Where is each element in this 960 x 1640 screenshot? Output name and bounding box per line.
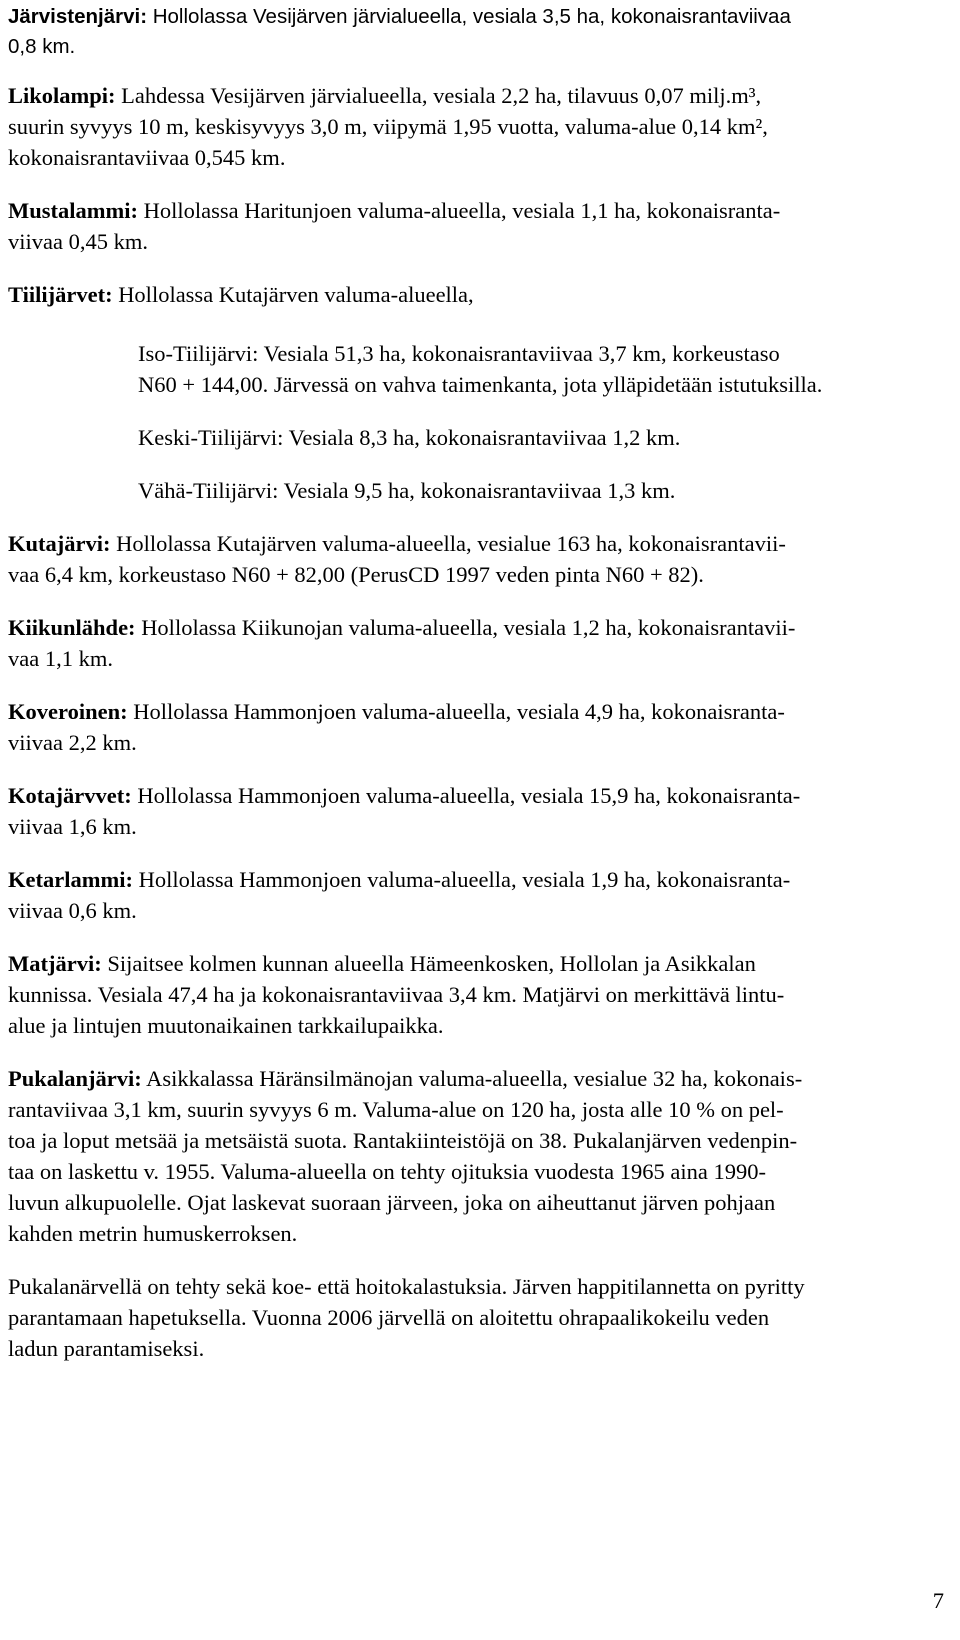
entry-pukalanjarvi (8, 1063, 952, 1249)
entry-kutajarvi (8, 528, 952, 590)
sub-vaha-tiilijarvi: Vähä-Tiilijärvi: Vesiala 9,5 ha, kokonaisrantaviivaa 1,3 km. (138, 478, 676, 503)
entry-term: Likolampi: (8, 83, 116, 108)
document-page (8, 0, 952, 1382)
entry-koveroinen (8, 696, 952, 758)
entry-text: Hollolassa Kiikunojan valuma-alueella, vesiala 1,2 ha, kokonaisrantavii- vaa 1,1 km. (8, 615, 796, 671)
entry-text: Hollolassa Hammonjoen valuma-alueella, vesiala 15,9 ha, kokonaisranta- viivaa 1,6 km. (8, 783, 801, 839)
entry-term: Kiikunlähde: (8, 615, 136, 640)
entry-mustalammi (8, 195, 952, 257)
entry-term: Matjärvi: (8, 951, 102, 976)
sub-iso-tiilijarvi: Iso-Tiilijärvi: Vesiala 51,3 ha, kokonaisrantaviivaa 3,7 km, korkeustaso N60 + 144,00. Järvessä on vahva taimenkanta, jota ylläpidetään istutuksilla. (138, 341, 823, 397)
entry-kiikunlahde (8, 612, 952, 674)
entry-text: Hollolassa Haritunjoen valuma-alueella, vesiala 1,1 ha, kokonaisranta- viivaa 0,45 km. (8, 198, 781, 254)
entry-term: Kotajärvvet: (8, 783, 132, 808)
page-number: 7 (932, 1588, 944, 1613)
entry-term: Tiilijärvet: (8, 282, 113, 307)
entry-text: Sijaitsee kolmen kunnan alueella Hämeenkosken, Hollolan ja Asikkalan kunnissa. Vesiala 47,4 ha ja kokonaisrantaviivaa 3,4 km. Matjärvi on merkittävä lintu- alue ja lintujen muutonaikainen tarkkailupaikka. (8, 951, 785, 1038)
entry-ketarlammi (8, 864, 952, 926)
entry-term: Ketarlammi: (8, 867, 133, 892)
entry-text: Lahdessa Vesijärven järvialueella, vesiala 2,2 ha, tilavuus 0,07 milj.m³, suurin syvyys 10 m, keskisyvyys 3,0 m, viipymä 1,95 vuotta, valuma-alue 0,14 km², kokonaisrantaviivaa 0,545 km. (8, 83, 768, 170)
entry-term: Järvistenjärvi: (8, 5, 148, 28)
entry-likolampi (8, 80, 952, 173)
entry-matjarvi (8, 948, 952, 1041)
entry-text: Hollolassa Hammonjoen valuma-alueella, vesiala 1,9 ha, kokonaisranta- viivaa 0,6 km. (8, 867, 791, 923)
entry-jarvistenjarvi (8, 2, 952, 62)
sub-keski-tiilijarvi: Keski-Tiilijärvi: Vesiala 8,3 ha, kokonaisrantaviivaa 1,2 km. (138, 425, 681, 450)
entry-kotajarvet (8, 780, 952, 842)
entry-text: Hollolassa Vesijärven järvialueella, vesiala 3,5 ha, kokonaisrantaviivaa 0,8 km. (8, 5, 791, 58)
entry-text: Asikkalassa Häränsilmänojan valuma-alueella, vesialue 32 ha, kokonais- rantaviivaa 3,1 km, suurin syvyys 6 m. Valuma-alue on 120 ha, josta alle 10 % on pel- toa ja loput metsää ja metsäistä suota. Rantakiinteistöjä on 38. Pukalanjärven vedenpin- taa on laskettu v. 1955. Valuma-alueella on tehty ojituksia vuodesta 1965 aina 1990- luvun alkupuolelle. Ojat laskevat suoraan järveen, joka on aiheuttanut järven pohjaan kahden metrin humuskerroksen. (8, 1066, 803, 1246)
entry-term: Kutajärvi: (8, 531, 111, 556)
closing-paragraph: Pukalanärvellä on tehty sekä koe- että hoitokalastuksia. Järven happitilannetta on pyritty parantamaan hapetuksella. Vuonna 2006 järvellä on aloitettu ohrapaalikokeilu veden ladun parantamiseksi. (8, 1274, 805, 1361)
entry-term: Mustalammi: (8, 198, 138, 223)
entry-term: Koveroinen: (8, 699, 128, 724)
entry-text: Hollolassa Kutajärven valuma-alueella, vesialue 163 ha, kokonaisrantavii- vaa 6,4 km, korkeustaso N60 + 82,00 (PerusCD 1997 veden pinta N60 + 82). (8, 531, 786, 587)
entry-tiilijarvet (8, 279, 952, 310)
entry-text: Hollolassa Hammonjoen valuma-alueella, vesiala 4,9 ha, kokonaisranta- viivaa 2,2 km. (8, 699, 785, 755)
entry-text: Hollolassa Kutajärven valuma-alueella, (112, 282, 474, 307)
entry-term: Pukalanjärvi: (8, 1066, 142, 1091)
